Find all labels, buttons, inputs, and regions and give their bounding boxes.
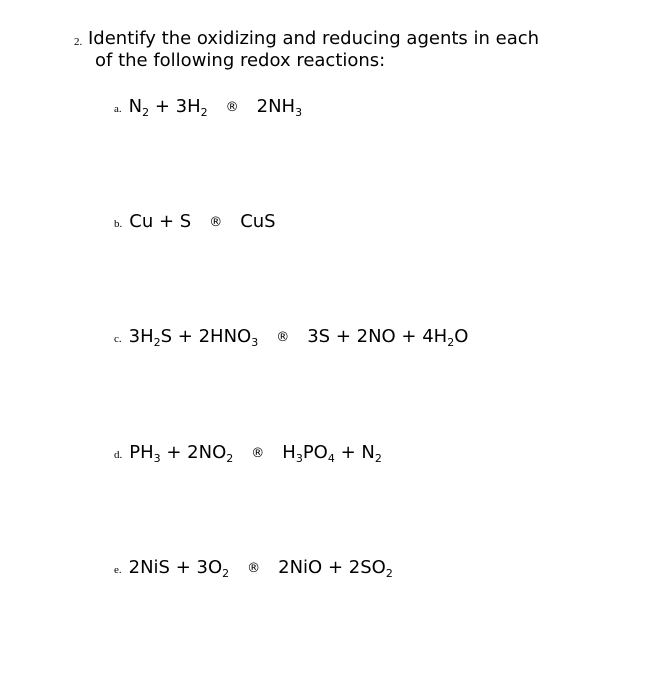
- question-line-1: Identify the oxidizing and reducing agents in each: [88, 28, 540, 49]
- subscript: 2: [374, 452, 382, 465]
- subscript: 3: [295, 452, 303, 465]
- formula-text: N: [128, 96, 143, 117]
- reactants: [129, 442, 233, 463]
- formula-text: + N: [334, 442, 375, 463]
- reaction-letter: e.: [114, 564, 122, 576]
- formula-text: PO: [302, 442, 328, 463]
- reactants: [129, 211, 191, 232]
- reactants: [129, 96, 208, 117]
- products: [240, 211, 275, 232]
- subscript: 2: [222, 567, 230, 580]
- reaction-a: [114, 96, 302, 126]
- formula-text: CuS: [240, 211, 276, 232]
- reactants: [129, 557, 230, 578]
- question-line-2: of the following redox reactions:: [95, 50, 386, 71]
- reaction-arrow-icon: ®: [251, 446, 265, 461]
- reaction-arrow-icon: ®: [209, 215, 223, 230]
- question-number: 2.: [74, 36, 83, 48]
- formula-text: 2NiS + 3O: [128, 557, 223, 578]
- products: [282, 442, 382, 463]
- formula-text: PH: [129, 442, 154, 463]
- formula-text: Cu + S: [129, 211, 192, 232]
- subscript: 2: [385, 567, 393, 580]
- subscript: 2: [153, 336, 161, 349]
- reaction-d: [114, 442, 382, 472]
- reaction-arrow-icon: ®: [247, 561, 261, 576]
- formula-text: 2NiO + 2SO: [278, 557, 386, 578]
- formula-text: + 3H: [149, 96, 201, 117]
- formula-text: H: [282, 442, 296, 463]
- formula-text: 3H: [128, 326, 154, 347]
- reaction-arrow-icon: ®: [225, 100, 239, 115]
- reaction-letter: a.: [114, 103, 122, 115]
- subscript: 2: [447, 336, 455, 349]
- subscript: 2: [226, 452, 234, 465]
- subscript: 3: [251, 336, 259, 349]
- reaction-b: [114, 211, 276, 241]
- formula-text: 2NH: [256, 96, 296, 117]
- reaction-arrow-icon: ®: [276, 330, 290, 345]
- subscript: 3: [295, 106, 303, 119]
- formula-text: O: [454, 326, 469, 347]
- products: [307, 326, 468, 347]
- reaction-letter: b.: [114, 218, 123, 230]
- reaction-e: [114, 557, 393, 587]
- formula-text: 3S + 2NO + 4H: [307, 326, 448, 347]
- formula-text: + 2NO: [160, 442, 227, 463]
- subscript: 2: [142, 106, 150, 119]
- subscript: 2: [200, 106, 208, 119]
- subscript: 4: [327, 452, 335, 465]
- reaction-c: [114, 326, 468, 356]
- reaction-letter: d.: [114, 449, 123, 461]
- reactants: [129, 326, 259, 347]
- question-text: [88, 28, 539, 72]
- formula-text: S + 2HNO: [160, 326, 252, 347]
- products: [257, 96, 302, 117]
- subscript: 3: [153, 452, 161, 465]
- reaction-letter: c.: [114, 333, 122, 345]
- products: [278, 557, 393, 578]
